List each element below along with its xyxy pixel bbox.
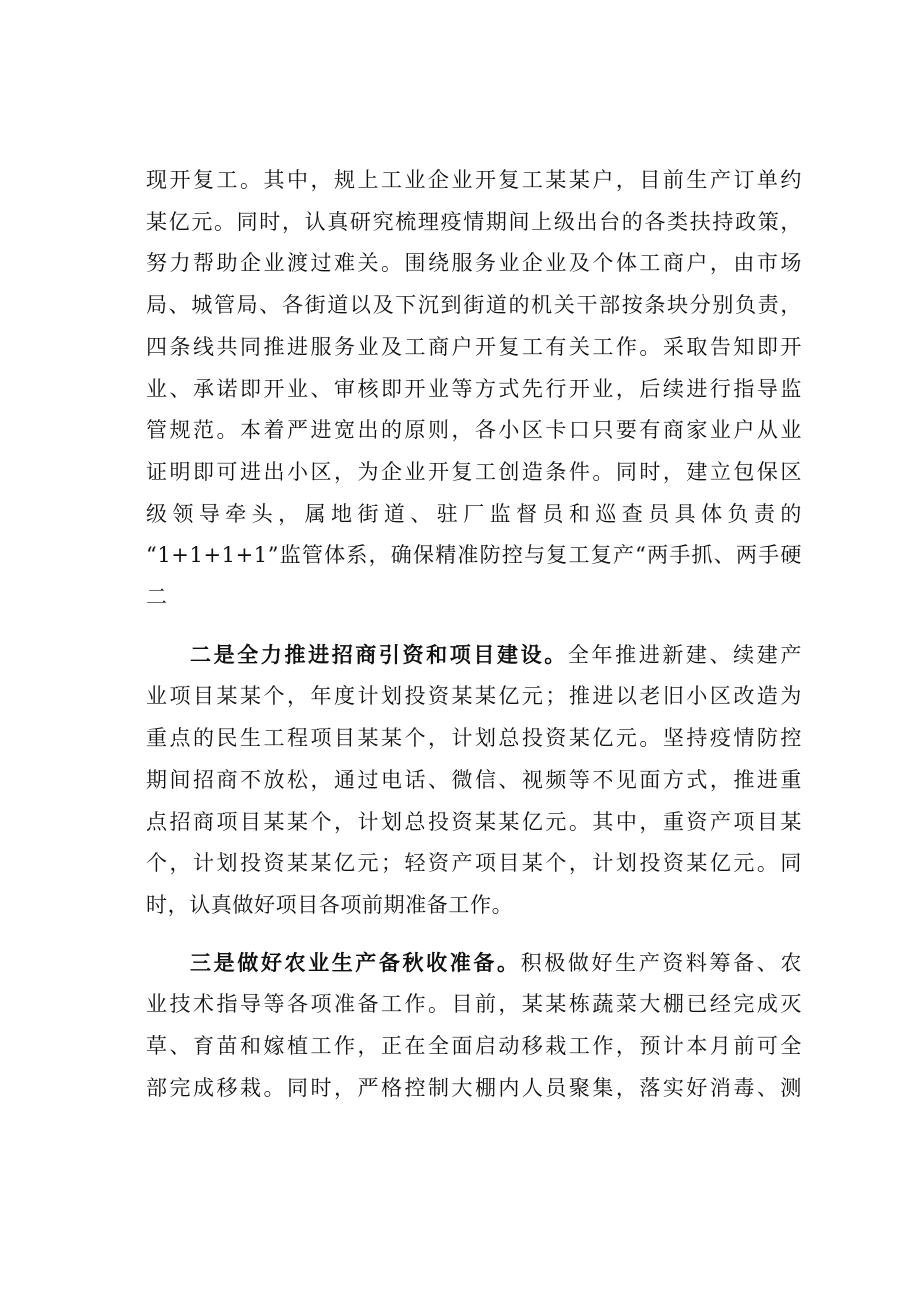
text-line: 草、育苗和嫁植工作，正在全面启动移栽工作，预计本月前可全 [146,1034,802,1059]
text-line [146,634,802,677]
text-line [146,942,802,985]
text-run: 积极做好生产资料筹备、农 [520,950,802,975]
text-line: 点招商项目某某个，计划总投资某某亿元。其中，重资产项目某 [146,809,802,834]
text-line: “1+1+1+1”监管体系，确保精准防控与复工复产“两手抓、两手硬 [146,543,802,568]
text-line: 某亿元。同时，认真研究梳理疫情期间上级出台的各类扶持政策， [146,209,802,234]
text-line: 业、承诺即开业、审核即开业等方式先行开业，后续进行指导监 [146,376,802,401]
text-line: 级领导牵头，属地街道、驻厂监督员和巡查员具体负责的 [146,501,802,526]
paragraph-agriculture [146,942,802,1110]
text-line: 部完成移栽。同时，严格控制大棚内人员聚集，落实好消毒、测 [146,1075,802,1100]
paragraph-investment-projects [146,634,802,927]
text-line: 证明即可进出小区，为企业开复工创造条件。同时，建立包保区 [146,459,802,484]
text-line: 期间招商不放松，通过电话、微信、视频等不见面方式，推进重 [146,767,802,792]
text-line: 时，认真做好项目各项前期准备工作。 [146,892,514,917]
document-page [146,160,802,1109]
text-line: 现开复工。其中，规上工业企业开复工某某户，目前生产订单约 [146,168,802,192]
text-line: 业项目某某个，年度计划投资某某亿元；推进以老旧小区改造为 [146,684,802,709]
text-line: 四条线共同推进服务业及工商户开复工有关工作。采取告知即开 [146,334,802,359]
text-line: 二 [146,585,168,610]
text-line: 业技术指导等各项准备工作。目前，某某栋蔬菜大棚已经完成灭 [146,992,802,1017]
text-line: 个，计划投资某某亿元；轻资产项目某个，计划投资某亿元。同 [146,851,802,876]
text-line: 局、城管局、各街道以及下沉到街道的机关干部按条块分别负责， [146,293,802,318]
text-line: 努力帮助企业渡过难关。围绕服务业企业及个体工商户，由市场 [146,251,802,276]
paragraph-business-resumption [146,160,802,619]
text-run: 全年推进新建、续建产 [567,642,802,667]
text-line: 重点的民生工程项目某某个，计划总投资某亿元。坚持疫情防控 [146,726,802,751]
paragraph-heading: 二是全力推进招商引资和项目建设。 [190,641,568,667]
text-line: 管规范。本着严进宽出的原则，各小区卡口只要有商家业户从业 [146,418,802,443]
paragraph-heading: 三是做好农业生产备秋收准备。 [190,949,521,975]
